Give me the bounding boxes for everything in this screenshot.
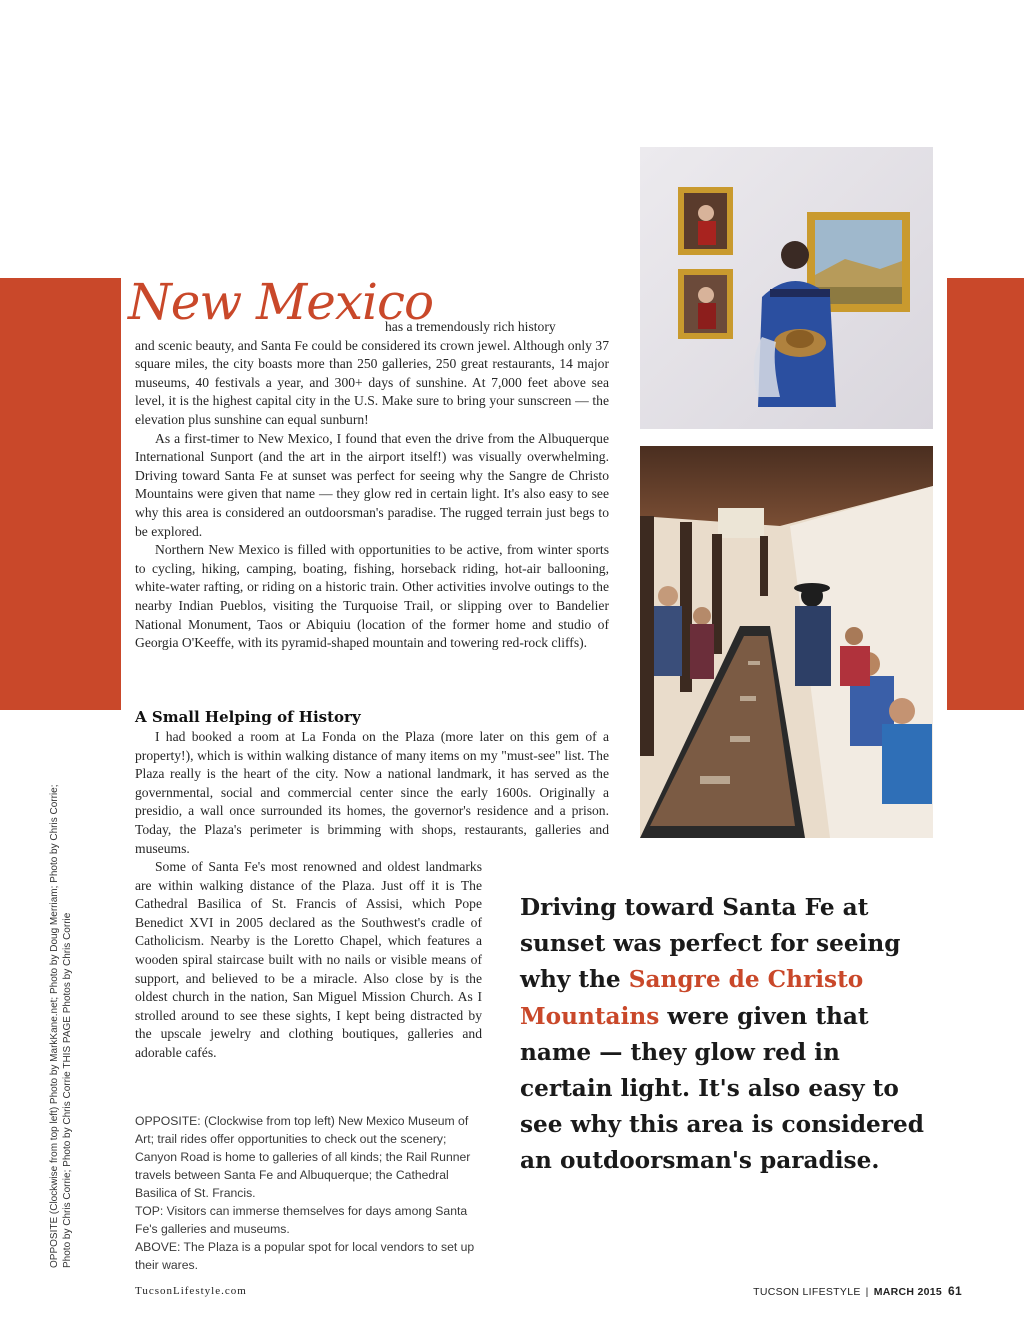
photo-plaza-vendors — [640, 446, 933, 838]
footer-folio — [753, 1284, 962, 1298]
pull-quote-after: were given that name — they glow red in certain light. It's also easy to see why this area is considered an outdoorsman's paradise. — [520, 1002, 924, 1175]
photo-caption — [135, 1112, 480, 1274]
paragraph-intro: and scenic beauty, and Santa Fe could be considered its crown jewel. Although only 37 square miles, the city boasts more than 250 galleries, 250 great restaurants, 14 major museums, 40 festivals a year, and 300+ days of sunshine. At 7,000 feet above sea level, it is the highest capital city in the U.S. Make sure to bring your sunscreen — the elevation plus sunshine can equal sunburn! — [135, 337, 609, 427]
footer-magazine: TUCSON LIFESTYLE — [753, 1286, 861, 1298]
photo-credit-line-2: Photo by Chris Corrie; Photo by Chris Corrie THIS PAGE Photos by Chris Corrie — [62, 912, 73, 1268]
paragraph-landmarks: Some of Santa Fe's most renowned and oldest landmarks are within walking distance of the Plaza. Just off it is The Cathedral Basilica of St. Francis of Assisi, which Pope Benedict XVI in 2005 declared as the Southwest's cradle of Catholicism. Nearby is the Loretto Chapel, which features a wooden spiral staircase built with no nails or visible means of support, and believed to be a miracle. Also close by is the oldest church in the nation, San Miguel Mission Church. As I strolled around to see these sights, I kept being distracted by the upscale jewelry and clothing boutiques, galleries and adorable cafés. — [135, 859, 482, 1060]
paragraph-plaza: I had booked a room at La Fonda on the Plaza (more later on this gem of a property!), which is within walking distance of many items on my "must-see" list. The Plaza really is the heart of the city. Now a national landmark, it has served as the governmental, social and commercial center since the early 1600s. Originally a presidio, a wall once surrounded its homes, the governor's residence and a prison. Today, the Plaza's perimeter is brimming with shops, restaurants, galleries and museums. — [135, 729, 609, 856]
body-column-landmarks — [135, 858, 482, 1063]
lede-continuation: has a tremendously rich history — [385, 319, 556, 334]
caption-above: ABOVE: The Plaza is a popular spot for local vendors to set up their wares. — [135, 1240, 475, 1272]
caption-top: TOP: Visitors can immerse themselves for days among Santa Fe's galleries and museums. — [135, 1204, 468, 1236]
pull-quote — [520, 890, 930, 1180]
pull-quote-highlight: Sangre de Christo Mountains — [520, 966, 864, 1030]
body-column-main — [135, 318, 609, 653]
article-title: New Mexico — [128, 273, 434, 331]
pull-quote-before: Driving toward Santa Fe at sunset was perfect for seeing why the — [520, 894, 901, 994]
photo-credit — [48, 748, 74, 1268]
footer-issue: MARCH 2015 — [873, 1286, 943, 1298]
accent-bar-right — [947, 278, 1024, 710]
accent-bar-left — [0, 278, 121, 710]
page-number: 61 — [948, 1284, 962, 1298]
body-column-history — [135, 728, 609, 858]
footer-site: TucsonLifestyle.com — [135, 1285, 247, 1297]
photo-museum-visitor — [640, 147, 933, 429]
subhead-history: A Small Helping of History — [135, 708, 361, 726]
paragraph-first-timer: As a first-timer to New Mexico, I found that even the drive from the Albuquerque International Sunport (and the art in the airport itself!) was visually overwhelming. Driving toward Santa Fe at sunset was perfect for seeing why the Sangre de Christo Mountains were given that name — they glow red in certain light. It's also easy to see why this area is considered an outdoorsman's paradise. The rugged terrain just begs to be explored. — [135, 430, 609, 539]
caption-opposite: OPPOSITE: (Clockwise from top left) New Mexico Museum of Art; trail rides offer opportunities to check out the scenery; Canyon Road is home to galleries of all kinds; the Rail Runner travels between Santa Fe and Albuquerque; the Cathedral Basilica of St. Francis. — [135, 1114, 471, 1200]
footer-separator: | — [865, 1286, 869, 1298]
paragraph-activities: Northern New Mexico is filled with opportunities to be active, from winter sports to cycling, hiking, camping, boating, fishing, horseback riding, hot-air ballooning, white-water rafting, or riding on a historic train. Other activities involve outings to the nearby Indian Pueblos, visiting the Turquoise Trail, or slipping over to Bandelier National Monument, Taos or Abiquiu (location of the former home and studio of Georgia O'Keeffe, with its pyramid-shaped mountain and towering red-rock cliffs). — [135, 542, 609, 651]
photo-credit-line-1: OPPOSITE (Clockwise from top left) Photo by MarkKane.net; Photo by Doug Merriam; Photo by Chris Corrie; — [49, 784, 60, 1268]
